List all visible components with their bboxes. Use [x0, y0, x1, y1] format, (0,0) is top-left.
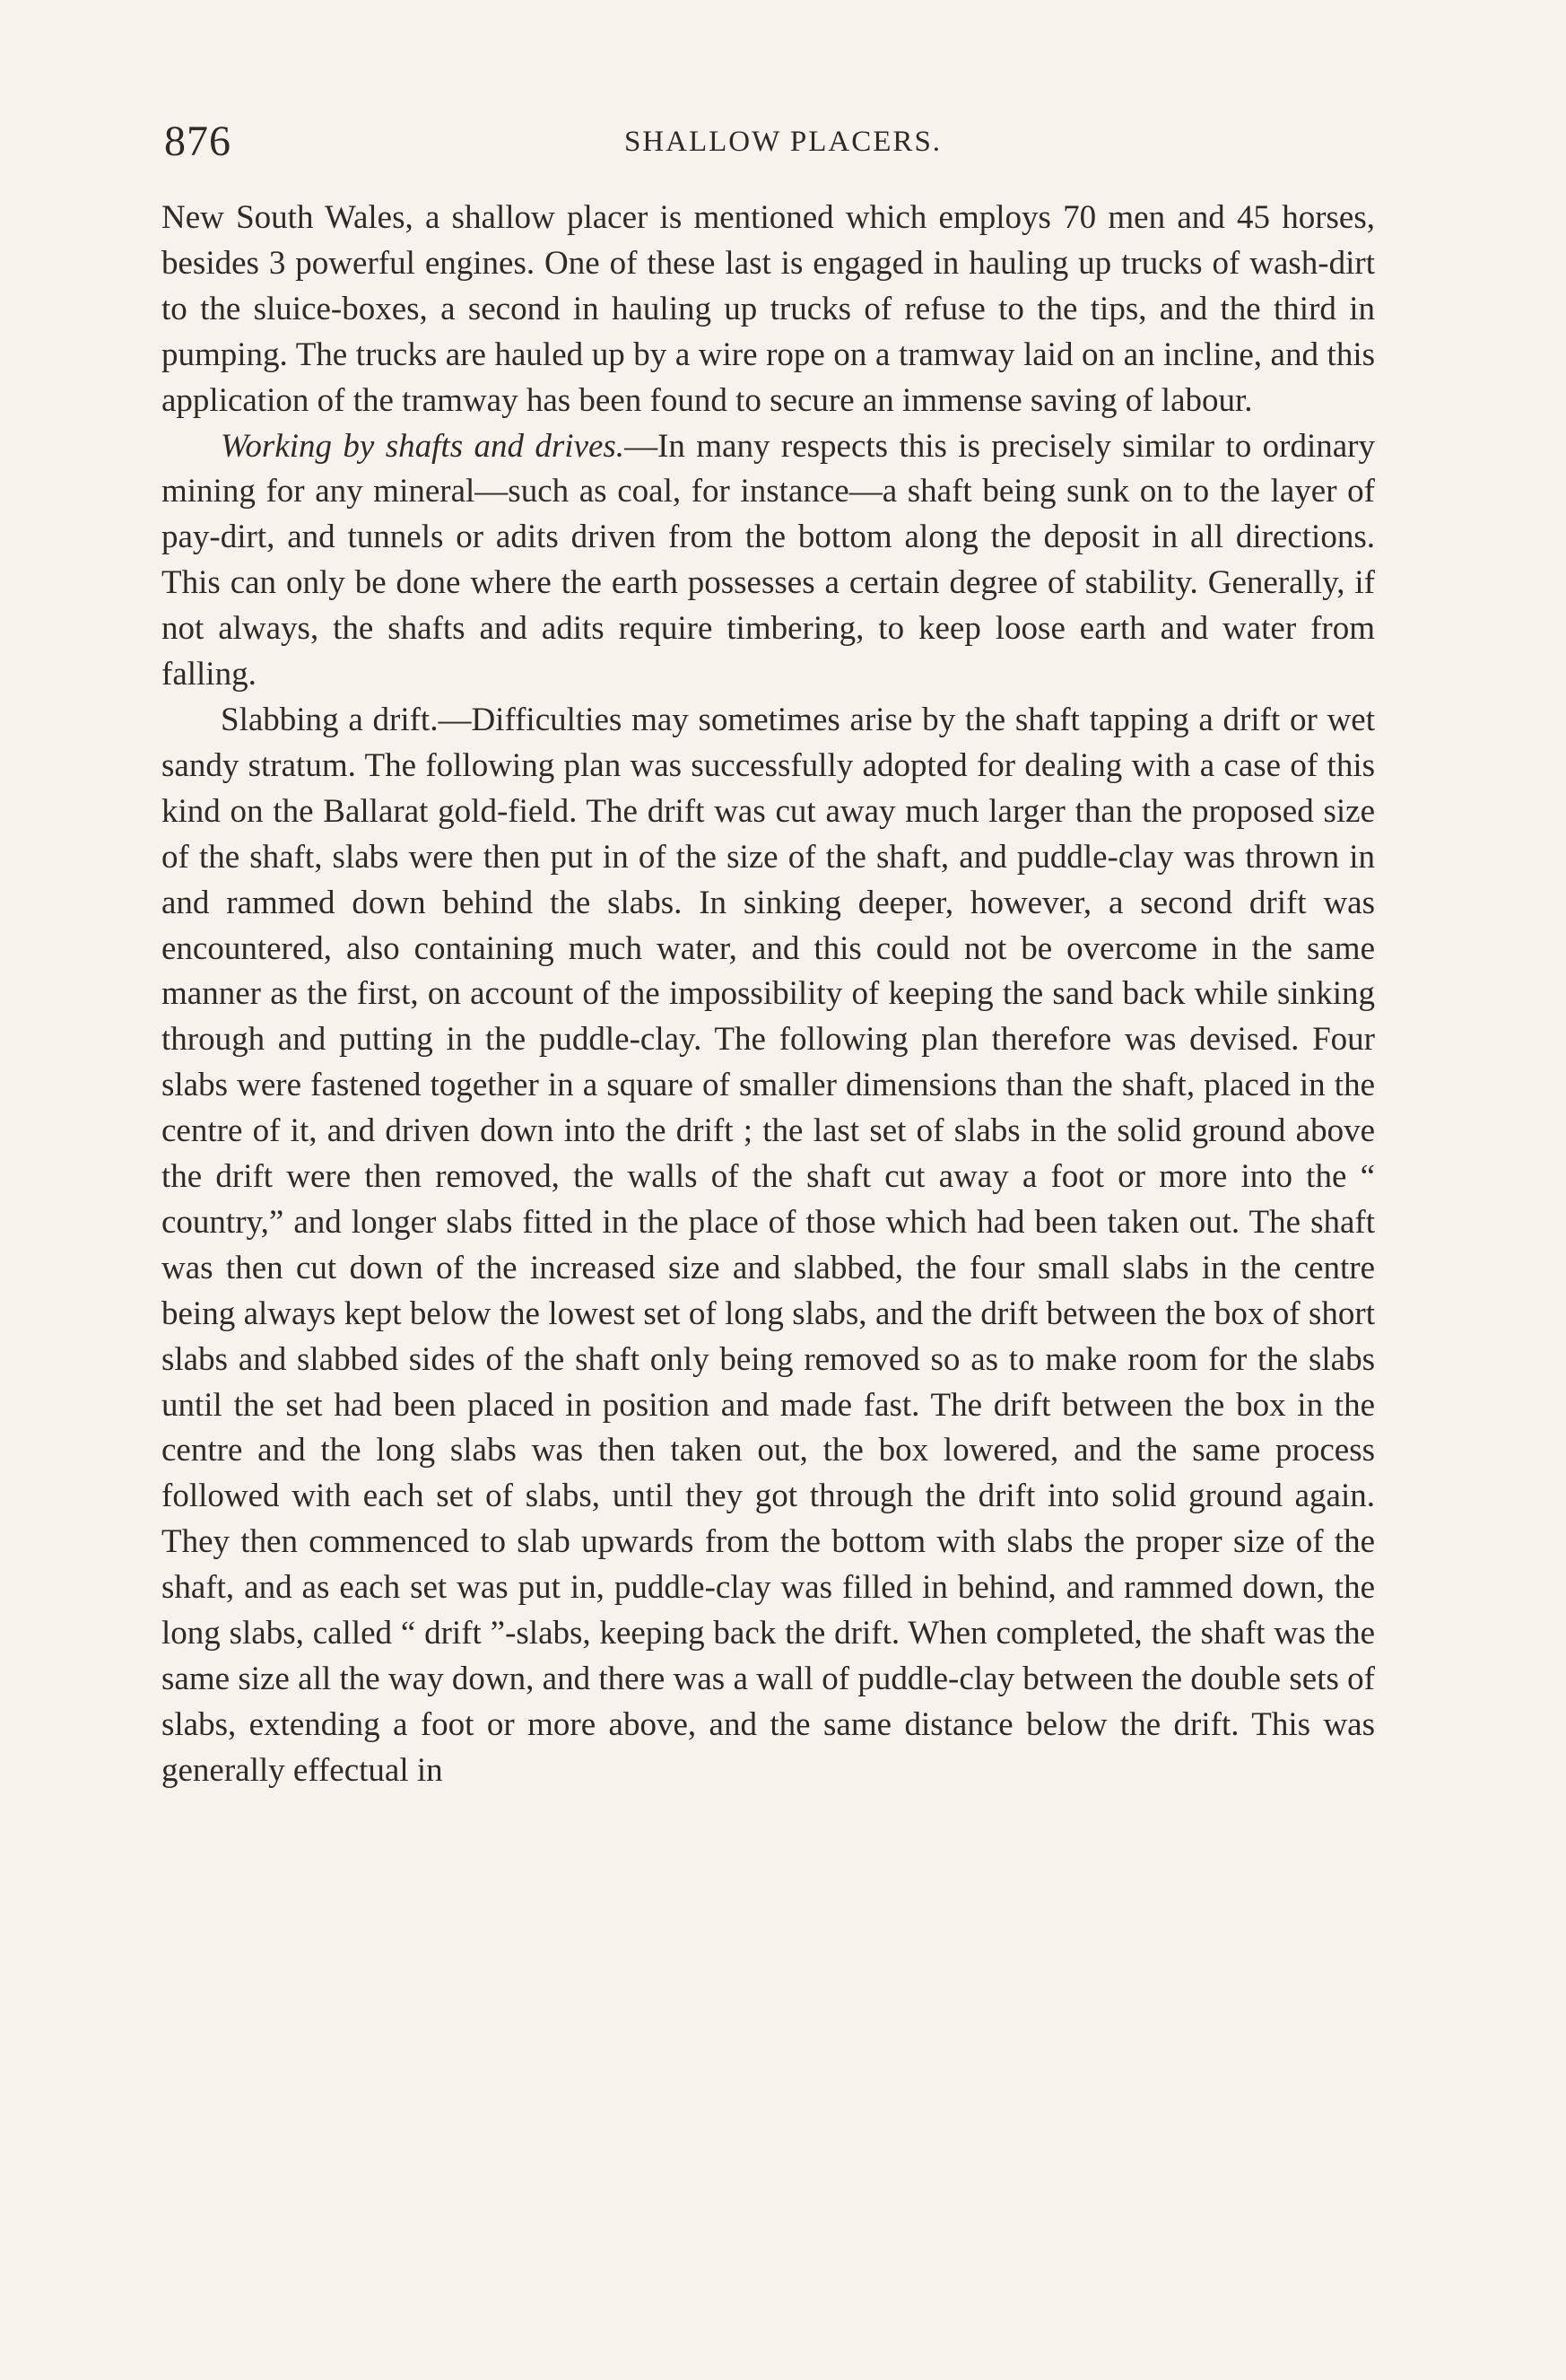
- running-head: SHALLOW PLACERS.: [623, 126, 943, 158]
- paragraph: [161, 424, 1375, 698]
- body-text: [161, 196, 1375, 1794]
- page-header: [164, 115, 1402, 169]
- page-number: 876: [164, 118, 231, 165]
- paragraph: Slabbing a drift.—Difficulties may sometimes arise by the shaft tapping a drift or wet sandy stratum. The following plan was successfully adopted for dealing with a case of this kind on the Ballarat gold-field. The drift was cut away much larger than the proposed size of the shaft, slabs were then put in of the size of the shaft, and puddle-clay was thrown in and rammed down behind the slabs. In sinking deeper, however, a second drift was encountered, also containing much water, and this could not be overcome in the same manner as the first, on account of the impossibility of keeping the sand back while sinking through and putting in the puddle-clay. The following plan therefore was devised. Four slabs were fastened together in a square of smaller dimensions than the shaft, placed in the centre of it, and driven down into the drift ; the last set of slabs in the solid ground above the drift were then removed, the walls of the shaft cut away a foot or more into the “ country,” and longer slabs fitted in the place of those which had been taken out. The shaft was then cut down of the increased size and slabbed, the four small slabs in the centre being always kept below the lowest set of long slabs, and the drift between the box of short slabs and slabbed sides of the shaft only being removed so as to make room for the slabs until the set had been placed in position and made fast. The drift between the box in the centre and the long slabs was then taken out, the box lowered, and the same process followed with each set of slabs, until they got through the drift into solid ground again. They then commenced to slab upwards from the bottom with slabs the proper size of the shaft, and as each set was put in, puddle-clay was filled in behind, and rammed down, the long slabs, called “ drift ”-slabs, keeping back the drift. When completed, the shaft was the same size all the way down, and there was a wall of puddle-clay between the double sets of slabs, extending a foot or more above, and the same distance below the drift. This was generally effectual in: [161, 701, 1375, 1789]
- paragraph-text: —In many respects this is precisely similar to ordinary mining for any mineral—such as coal, for instance—a shaft being sunk on to the layer of pay-dirt, and tunnels or adits driven from the bottom along the deposit in all directions. This can only be done where the earth possesses a certain degree of stability. Generally, if not always, the shafts and adits require timbering, to keep loose earth and water from falling.: [161, 427, 1375, 693]
- paragraph: New South Wales, a shallow placer is mentioned which employs 70 men and 45 horses, besides 3 powerful engines. One of these last is engaged in hauling up trucks of wash-dirt to the sluice-boxes, a second in hauling up trucks of refuse to the tips, and the third in pumping. The trucks are hauled up by a wire rope on a tramway laid on an incline, and this application of the tramway has been found to secure an immense saving of labour.: [161, 199, 1375, 419]
- section-heading: Working by shafts and drives.: [221, 427, 625, 465]
